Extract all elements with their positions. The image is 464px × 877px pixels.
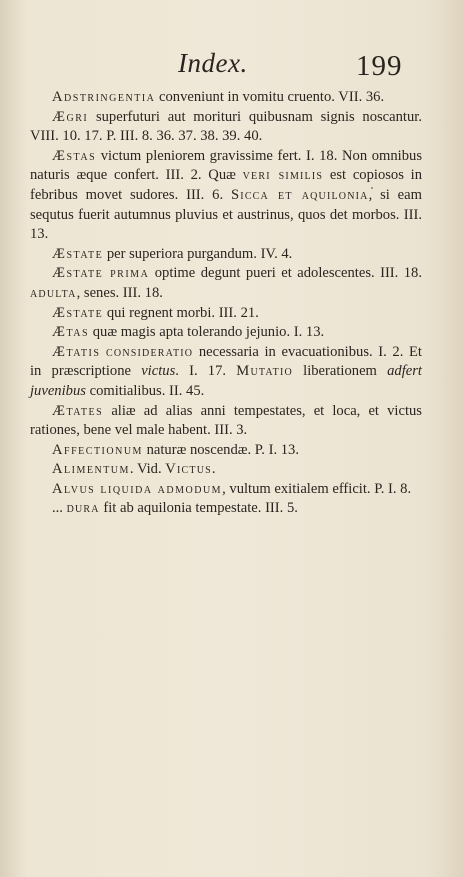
entry-headword: Ætas [52,324,90,341]
entry-text: victum pleniorem gravissime fert. I. 18. Non omnibus naturis æque confert. III. 2. Quæ [30,147,422,184]
page-header [0,44,464,88]
index-entry [30,88,422,108]
entry-text: naturæ noscendæ. P. I. 13. [142,441,300,458]
entry-headword: Æstas [52,147,97,164]
entry-text: , vultum exitialem efficit. P. I. 8. [222,480,412,497]
index-entry [30,323,422,343]
entry-text: qui regnent morbi. III. 21. [103,304,259,321]
running-title: Index. [178,48,248,78]
entry-text: ... [52,500,67,517]
entry-headword: Affectionum [52,441,143,458]
index-entry [30,245,422,265]
entry-text: Mutatio [236,363,293,380]
entry-text: adulta [30,284,77,301]
index-entry [30,499,422,519]
entry-text: victus [141,363,176,380]
entry-text: optime degunt pueri et adolescentes. III. 18. [149,265,422,282]
entry-text: Sicca et aquilonia [230,186,369,203]
index-entry [30,480,422,500]
entry-text: . [211,461,216,478]
entry-text: adfert juvenibus [30,363,422,399]
entry-text: dura [66,500,100,517]
entry-text: . Vid. [129,461,166,478]
entry-headword: Æstate [52,304,104,321]
entry-headword: Adstringentia [52,89,156,105]
entry-text: aliæ ad alias anni tempestates, et loca, et victus rationes, bene vel male habent. III. 3. [30,402,422,439]
entry-text: necessaria in evacuationibus. I. 2. Et in præscriptione [30,343,422,380]
entry-text: . I. 17. [175,363,237,380]
entry-text: per superiora purgandum. IV. 4. [103,245,293,262]
entry-text: conveniunt in vomitu cruento. VII. 36. [155,89,385,105]
entry-text: fit ab aquilonia tempestate. III. 5. [99,500,298,517]
index-entry [30,460,422,480]
index-entry [30,147,422,245]
entry-text: veri similis [242,167,324,184]
entry-headword: Æstate [52,245,104,262]
entry-text: , senes. III. 18. [76,284,163,301]
index-entry [30,304,422,324]
entry-headword: Ætatis [52,343,101,360]
entry-headword: Ætates [52,402,104,419]
entry-headword: Æstate prima [52,265,150,282]
entry-text: comitialibus. II. 45. [85,382,205,399]
index-entry [30,108,422,147]
entry-headword: Alimentum [52,461,130,478]
index-entry [30,402,422,441]
entry-text: quæ magis apta tolerando jejunio. I. 13. [89,324,325,341]
index-entry [30,343,422,402]
index-body [30,88,422,519]
page-number: 199 [356,50,403,82]
index-entry [30,441,422,461]
index-entry [30,264,422,303]
entry-text: liberationem [292,363,388,380]
entry-text: consideratio [106,343,194,360]
entry-text: , si eam sequtus fuerit autumnus pluvius et austrinus, quos det morbos. III. 13. [30,186,422,243]
entry-text: est copiosos in febribus movet sudores. III. 6. [30,167,422,203]
entry-text: Victus [165,461,212,478]
entry-headword: Ægri [52,108,89,125]
entry-headword: Alvus liquida admodum [52,480,223,497]
entry-text: superfuturi aut morituri quibusnam signis noscantur. VIII. 10. 17. P. III. 8. 36. 37. 38. 39. 40. [30,108,422,145]
